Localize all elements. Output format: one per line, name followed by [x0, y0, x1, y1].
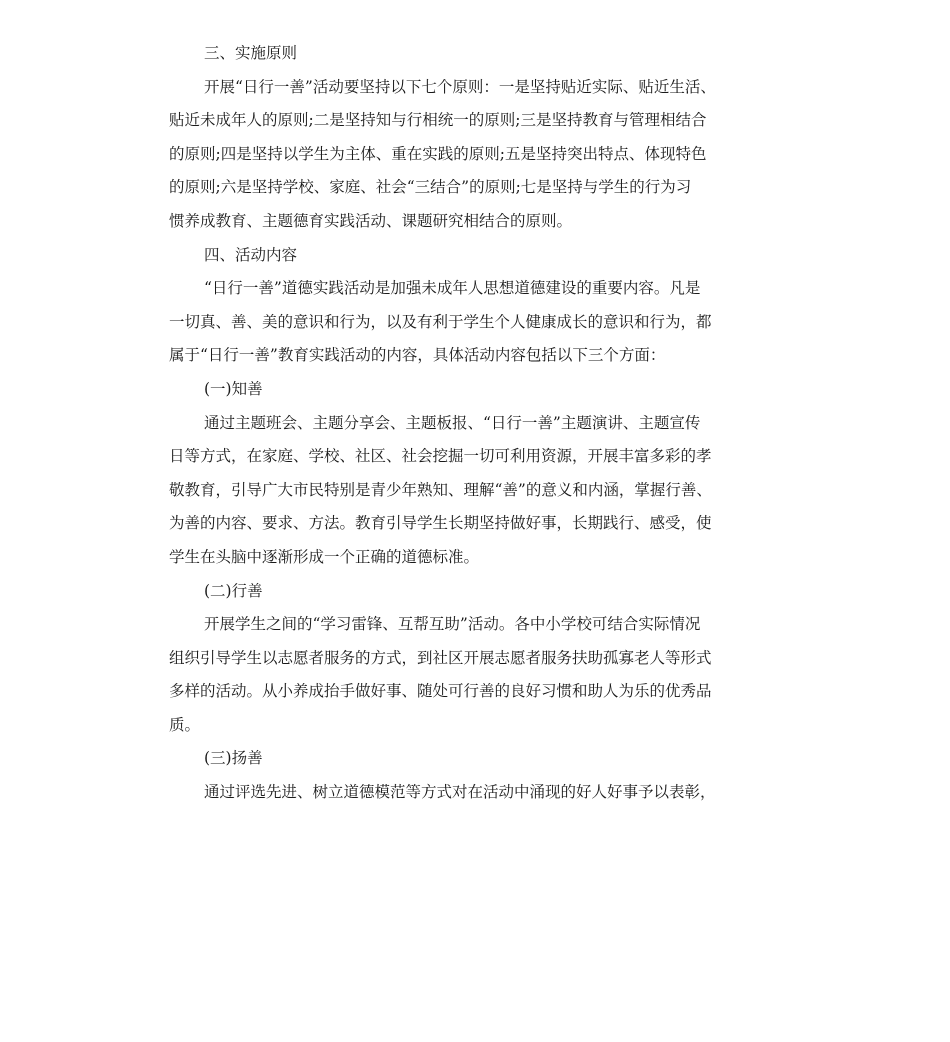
- paragraph-line: “日行一善”道德实践活动是加强未成年人思想道德建设的重要内容。凡是: [204, 279, 701, 298]
- paragraph-line: 惯养成教育、主题德育实践活动、课题研究相结合的原则。: [169, 211, 573, 230]
- document-page: [169, 37, 781, 810]
- paragraph-line: 通过主题班会、主题分享会、主题板报、“日行一善”主题演讲、主题宣传: [204, 413, 701, 432]
- paragraph-line: 开展“日行一善”活动要坚持以下七个原则：一是坚持贴近实际、贴近生活、: [204, 77, 716, 96]
- subsection-heading: (三)扬善: [204, 749, 263, 768]
- subsection-heading: (一)知善: [204, 379, 263, 398]
- paragraph-line: 学生在头脑中逐渐形成一个正确的道德标准。: [169, 547, 480, 566]
- paragraph-line: 贴近未成年人的原则;二是坚持知与行相统一的原则;三是坚持教育与管理相结合: [169, 111, 707, 130]
- paragraph-line: 日等方式，在家庭、学校、社区、社会挖掘一切可利用资源，开展丰富多彩的孝: [169, 447, 712, 466]
- paragraph-line: 多样的活动。从小养成抬手做好事、随处可行善的良好习惯和助人为乐的优秀品: [169, 682, 712, 701]
- section-heading: 四、活动内容: [204, 245, 298, 264]
- paragraph-line: 敬教育，引导广大市民特别是青少年熟知、理解“善”的意义和内涵，掌握行善、: [169, 480, 712, 499]
- section-heading: 三、实施原则: [204, 44, 298, 62]
- paragraph-line: 通过评选先进、树立道德模范等方式对在活动中涌现的好人好事予以表彰，: [204, 783, 716, 802]
- paragraph-line: 一切真、善、美的意识和行为，以及有利于学生个人健康成长的意识和行为，都: [169, 312, 712, 331]
- paragraph-line: 为善的内容、要求、方法。教育引导学生长期坚持做好事，长期践行、感受，使: [169, 514, 712, 533]
- paragraph-line: 质。: [169, 715, 201, 734]
- paragraph-line: 的原则;四是坚持以学生为主体、重在实践的原则;五是坚持突出特点、体现特色: [169, 144, 707, 163]
- paragraph-line: 开展学生之间的“学习雷锋、互帮互助”活动。各中小学校可结合实际情况: [204, 615, 701, 634]
- subsection-heading: (二)行善: [204, 581, 263, 600]
- paragraph-line: 组织引导学生以志愿者服务的方式，到社区开展志愿者服务扶助孤寡老人等形式: [169, 648, 712, 667]
- paragraph-line: 属于“日行一善”教育实践活动的内容，具体活动内容包括以下三个方面：: [169, 346, 666, 365]
- paragraph-line: 的原则;六是坚持学校、家庭、社会“三结合”的原则;七是坚持与学生的行为习: [169, 178, 692, 197]
